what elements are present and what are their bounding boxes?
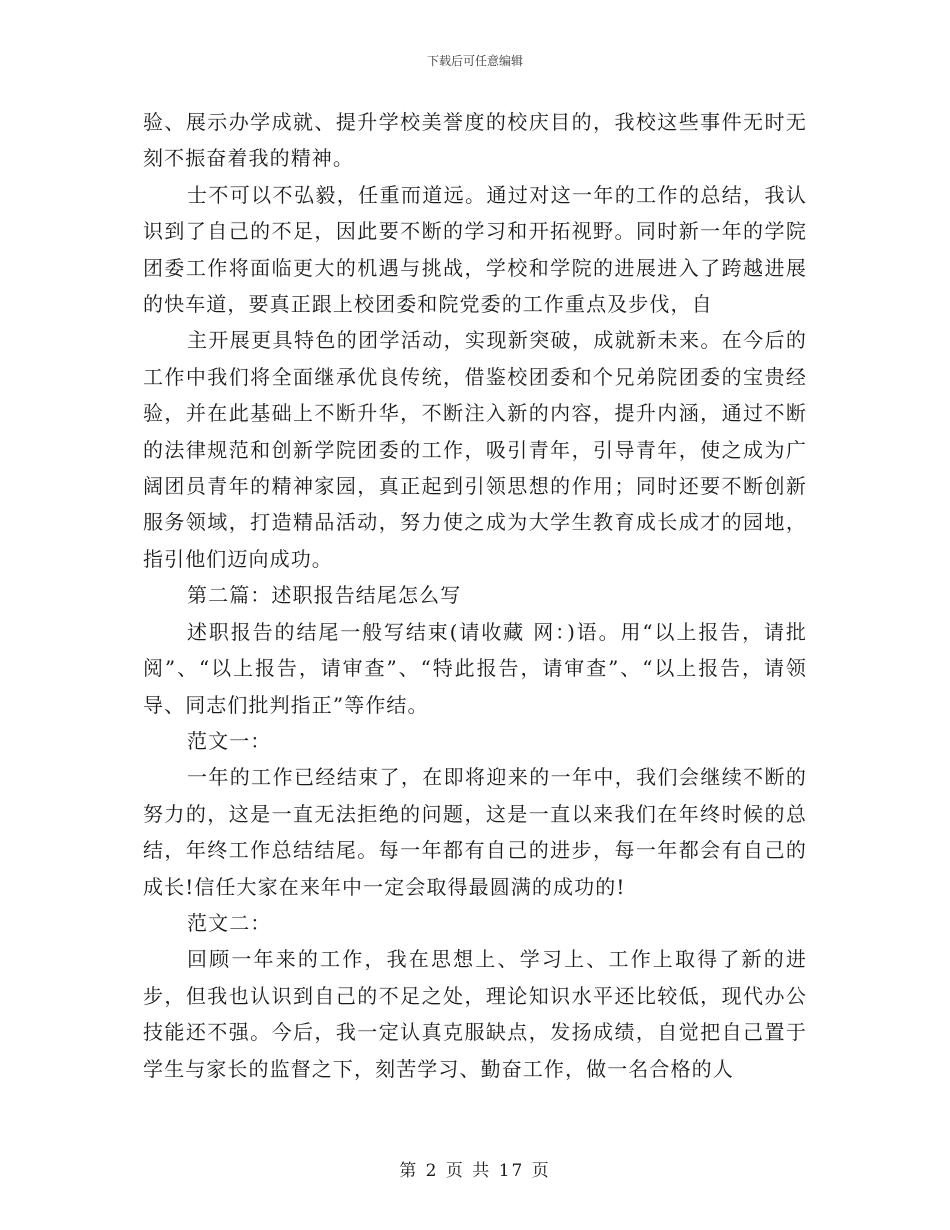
example-heading-one: 范文一： <box>187 728 272 753</box>
paragraph-example-two: 回顾一年来的工作，我在思想上、学习上、工作上取得了新的进步，但我也认识到自己的不足之处，理论知识水平还比较低，现代办公技能还不强。今后，我一定认真克服缺点，发扬成绩，自觉把自己置于学生与家长的监督之下，刻苦学习、勤奋工作，做一名合格的人 <box>143 947 807 1081</box>
page-header: 下载后可任意编辑 <box>426 54 523 68</box>
paragraph-work-reflection: 士不可以不弘毅，任重而道远。通过对这一年的工作的总结，我认识到了自己的不足，因此要不断的学习和开拓视野。同时新一年的学院团委工作将面临更大的机遇与挑战，学校和学院的进展进入了跨越进展的快车道，要真正跟上校团委和院党委的工作重点及步伐，自 <box>143 182 807 317</box>
document-body <box>143 104 807 1087</box>
paragraph-example-one: 一年的工作已经结束了，在即将迎来的一年中，我们会继续不断的努力的，这是一直无法拒绝的问题，这是一直以来我们在年终时候的总结，年终工作总结结尾。每一年都有自己的进步，每一年都会有自己的成长!信任大家在来年中一定会取得最圆满的成功的! <box>143 765 807 899</box>
page-number: 第 2 页 共 17 页 <box>399 1161 551 1181</box>
paragraph-school-anniversary: 验、展示办学成就、提升学校美誉度的校庆目的，我校这些事件无时无刻不振奋着我的精神。 <box>143 110 807 171</box>
paragraph-report-ending: 述职报告的结尾一般写结束(请收藏 网：)语。用“以上报告，请批阅”、“以上报告，请审查”、“特此报告，请审查”、“以上报告，请领导、同志们批判指正”等作结。 <box>143 619 807 717</box>
section-heading-second: 第二篇：述职报告结尾怎么写 <box>187 583 462 608</box>
paragraph-future-plans: 主开展更具特色的团学活动，实现新突破，成就新未来。在今后的工作中我们将全面继承优良传统，借鉴校团委和个兄弟院团委的宝贵经验，并在此基础上不断升华，不断注入新的内容，提升内涵，通过不断的法律规范和创新学院团委的工作，吸引青年，引导青年，使之成为广阔团员青年的精神家园，真正起到引领思想的作用；同时还要不断创新服务领域，打造精品活动，努力使之成为大学生教育成长成才的园地，指引他们迈向成功。 <box>143 328 807 571</box>
example-heading-two: 范文二： <box>187 910 272 935</box>
